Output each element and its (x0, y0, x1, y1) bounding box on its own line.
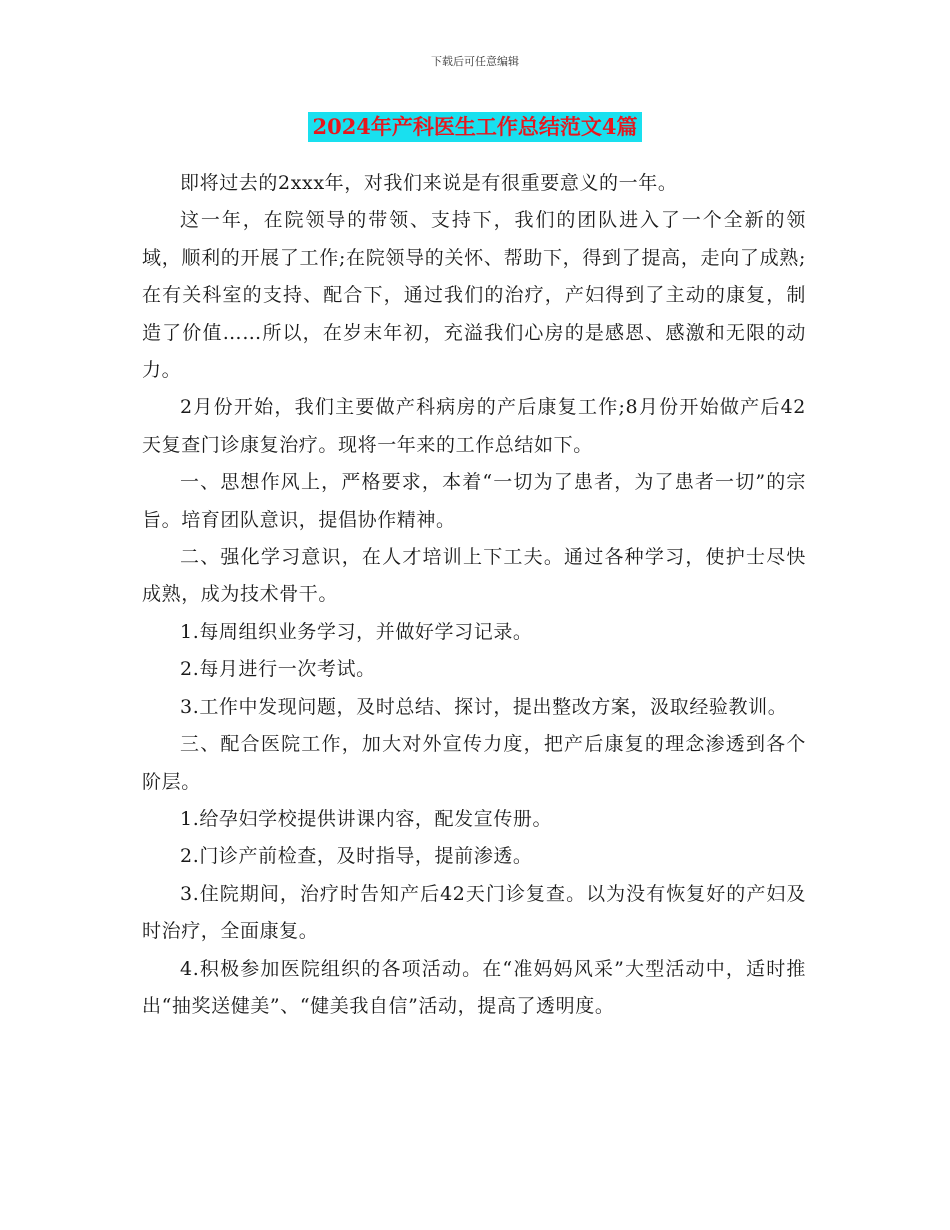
document-body (142, 165, 806, 1025)
list-item: 3.工作中发现问题，及时总结、探讨，提出整改方案，汲取经验教训。 (180, 695, 788, 718)
paragraph: 即将过去的2xxx年，对我们来说是有很重要意义的一年。 (180, 172, 678, 194)
list-item: 4.积极参加医院组织的各项活动。在“准妈妈风采”大型活动中，适时推出“抽奖送健美”、“健美我自信”活动，提高了透明度。 (142, 957, 806, 1017)
paragraph: 二、强化学习意识，在人才培训上下工夫。通过各种学习，使护士尽快成熟，成为技术骨干。 (142, 546, 806, 606)
paragraph: 一、思想作风上，严格要求，本着“一切为了患者，为了患者一切”的宗旨。培育团队意识，提倡协作精神。 (142, 471, 806, 531)
list-item: 1.给孕妇学校提供讲课内容，配发宣传册。 (180, 807, 553, 830)
list-item: 3.住院期间，治疗时告知产后42天门诊复查。以为没有恢复好的产妇及时治疗，全面康复。 (142, 882, 806, 943)
document-title: 2024年产科医生工作总结范文4篇 (308, 112, 641, 142)
list-item: 2.门诊产前检查，及时指导，提前渗透。 (180, 845, 533, 868)
list-item: 2.每月进行一次考试。 (180, 658, 376, 681)
list-item: 1.每周组织业务学习，并做好学习记录。 (180, 620, 533, 643)
title-container (0, 112, 950, 142)
paragraph: 三、配合医院工作，加大对外宣传力度，把产后康复的理念渗透到各个阶层。 (142, 733, 806, 793)
paragraph: 这一年，在院领导的带领、支持下，我们的团队进入了一个全新的领域，顺利的开展了工作;在院领导的关怀、帮助下，得到了提高，走向了成熟;在有关科室的支持、配合下，通过我们的治疗，产妇得到了主动的康复，制造了价值……所以，在岁末年初，充溢我们心房的是感恩、感激和无限的动力。 (142, 209, 806, 382)
header-note: 下载后可任意编辑 (431, 55, 519, 68)
paragraph: 2月份开始，我们主要做产科病房的产后康复工作;8月份开始做产后42天复查门诊康复治疗。现将一年来的工作总结如下。 (142, 396, 806, 456)
